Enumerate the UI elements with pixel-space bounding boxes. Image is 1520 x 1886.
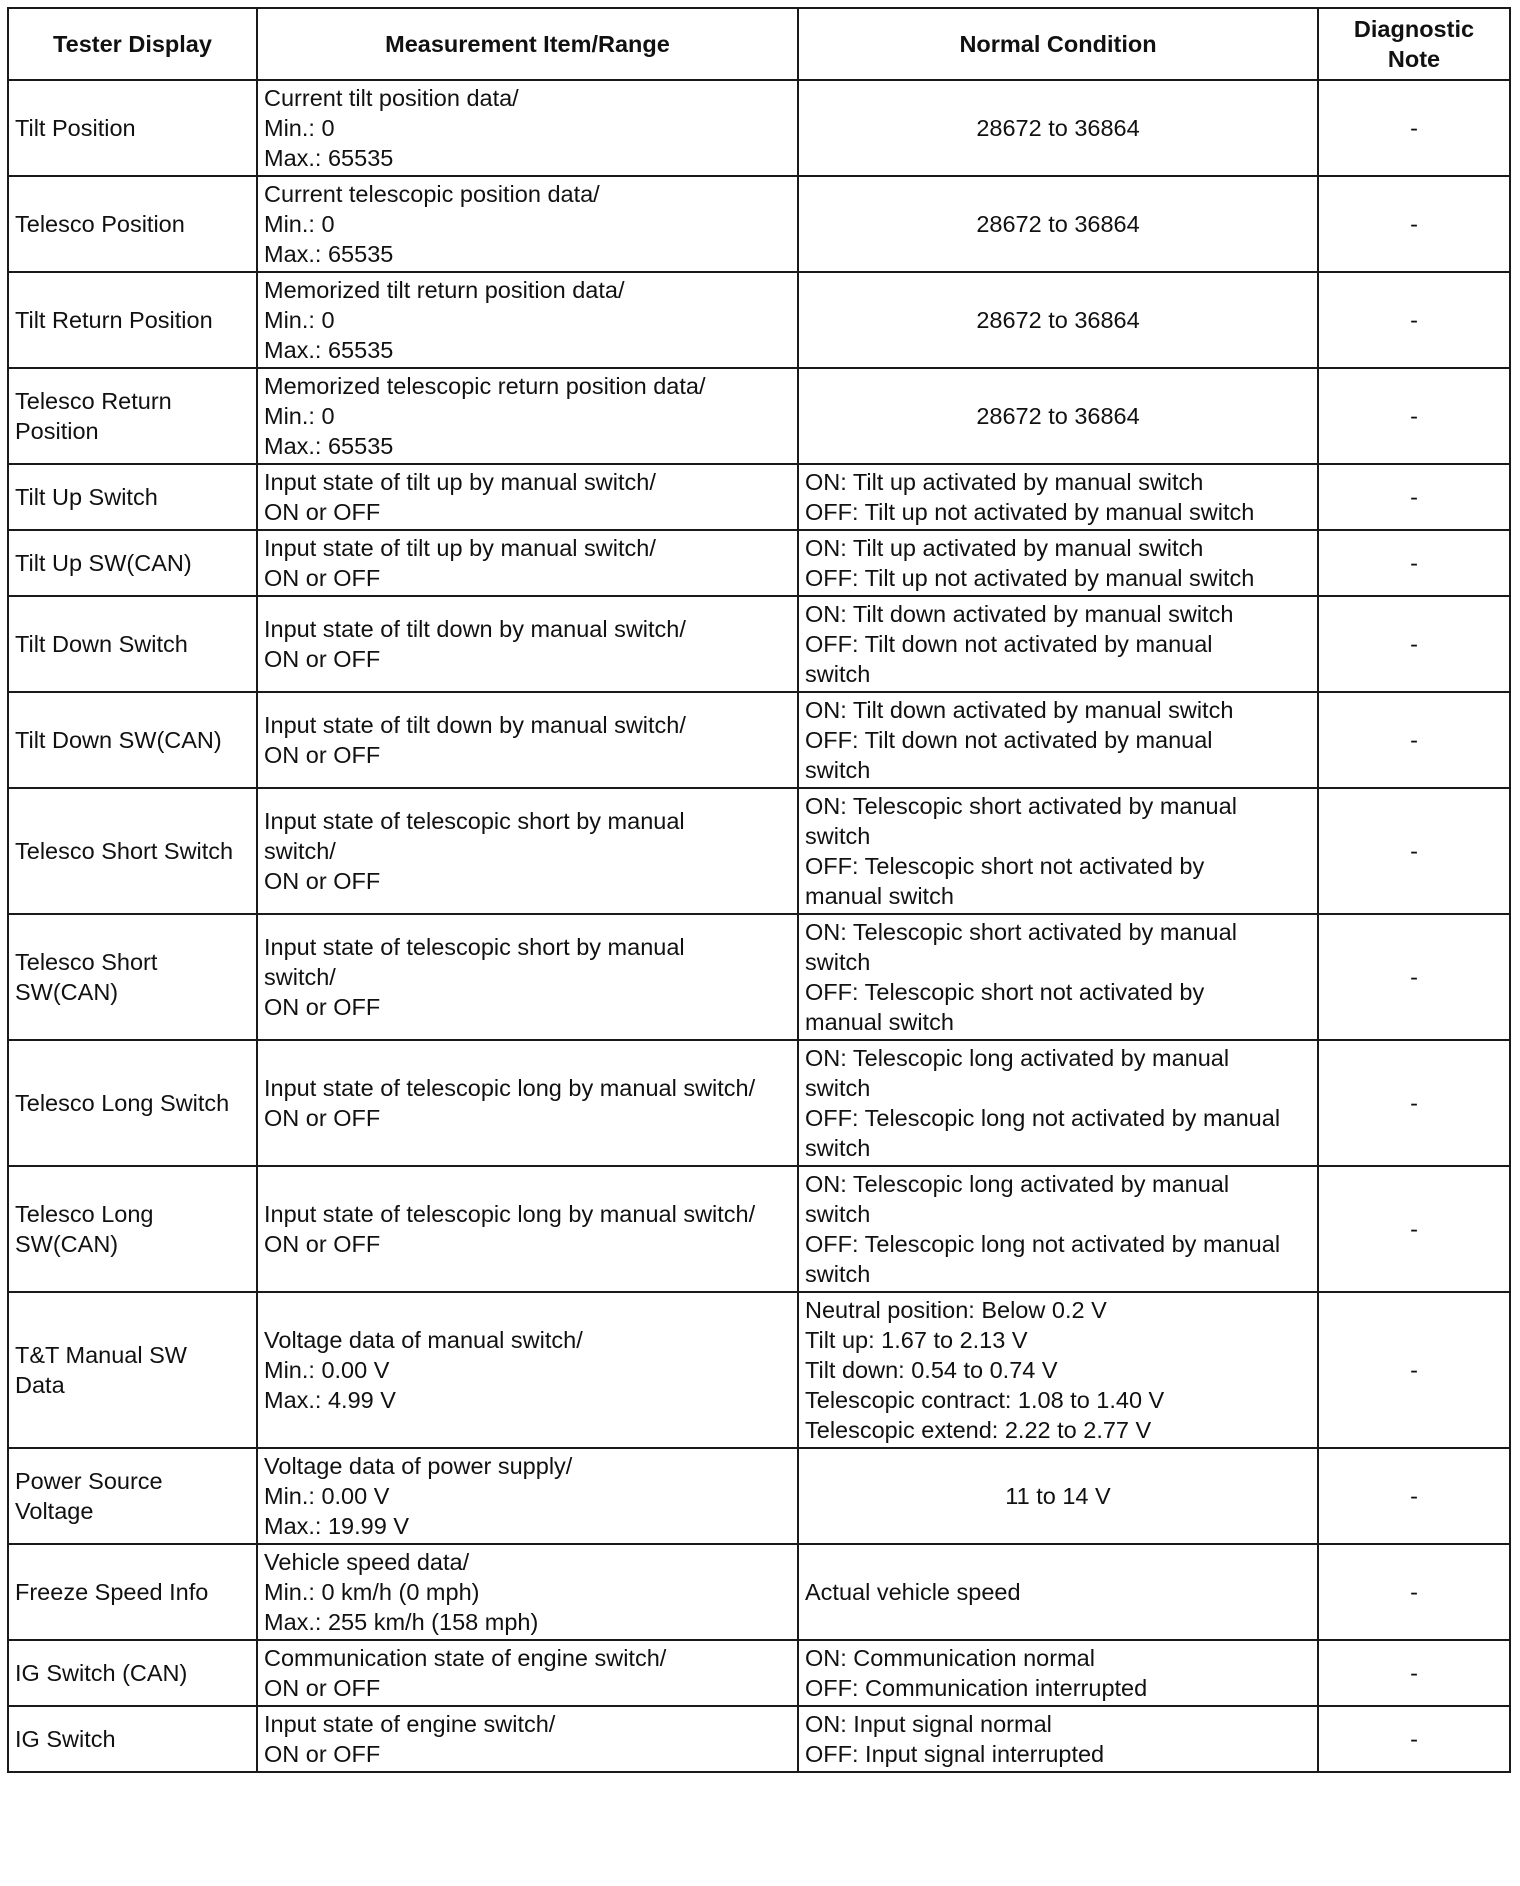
cell-diagnostic-note: - xyxy=(1318,1040,1510,1166)
cell-measurement-item: Memorized telescopic return position data/ Min.: 0 Max.: 65535 xyxy=(257,368,798,464)
table-row xyxy=(8,1640,1510,1706)
table-row xyxy=(8,788,1510,914)
cell-tester-display: Telesco Long Switch xyxy=(8,1040,257,1166)
cell-diagnostic-note: - xyxy=(1318,1640,1510,1706)
cell-tester-display: Telesco Long SW(CAN) xyxy=(8,1166,257,1292)
cell-measurement-item: Voltage data of manual switch/ Min.: 0.00 V Max.: 4.99 V xyxy=(257,1292,798,1448)
cell-measurement-item: Communication state of engine switch/ ON or OFF xyxy=(257,1640,798,1706)
cell-normal-condition: ON: Tilt up activated by manual switch OFF: Tilt up not activated by manual switch xyxy=(798,530,1318,596)
cell-diagnostic-note: - xyxy=(1318,1544,1510,1640)
cell-tester-display: Telesco Position xyxy=(8,176,257,272)
cell-measurement-item: Voltage data of power supply/ Min.: 0.00 V Max.: 19.99 V xyxy=(257,1448,798,1544)
cell-normal-condition: ON: Telescopic long activated by manual switch OFF: Telescopic long not activated by manual switch xyxy=(798,1040,1318,1166)
header-measurement-item: Measurement Item/Range xyxy=(257,8,798,80)
table-row xyxy=(8,596,1510,692)
cell-normal-condition: 28672 to 36864 xyxy=(798,368,1318,464)
cell-tester-display: Telesco Short Switch xyxy=(8,788,257,914)
cell-measurement-item: Input state of tilt up by manual switch/ ON or OFF xyxy=(257,464,798,530)
cell-measurement-item: Input state of telescopic long by manual switch/ ON or OFF xyxy=(257,1040,798,1166)
cell-normal-condition: ON: Tilt up activated by manual switch OFF: Tilt up not activated by manual switch xyxy=(798,464,1318,530)
cell-normal-condition: ON: Telescopic long activated by manual switch OFF: Telescopic long not activated by manual switch xyxy=(798,1166,1318,1292)
cell-diagnostic-note: - xyxy=(1318,176,1510,272)
table-row xyxy=(8,80,1510,176)
cell-normal-condition: 28672 to 36864 xyxy=(798,272,1318,368)
table-row xyxy=(8,1448,1510,1544)
cell-diagnostic-note: - xyxy=(1318,1448,1510,1544)
cell-measurement-item: Current telescopic position data/ Min.: 0 Max.: 65535 xyxy=(257,176,798,272)
table-row xyxy=(8,914,1510,1040)
cell-normal-condition: 28672 to 36864 xyxy=(798,176,1318,272)
cell-measurement-item: Memorized tilt return position data/ Min.: 0 Max.: 65535 xyxy=(257,272,798,368)
table-row xyxy=(8,464,1510,530)
cell-tester-display: IG Switch (CAN) xyxy=(8,1640,257,1706)
cell-tester-display: T&T Manual SW Data xyxy=(8,1292,257,1448)
cell-measurement-item: Input state of telescopic short by manual switch/ ON or OFF xyxy=(257,788,798,914)
table-row xyxy=(8,1166,1510,1292)
table-row xyxy=(8,692,1510,788)
cell-normal-condition: ON: Tilt down activated by manual switch OFF: Tilt down not activated by manual switch xyxy=(798,596,1318,692)
cell-measurement-item: Input state of tilt down by manual switch/ ON or OFF xyxy=(257,692,798,788)
cell-diagnostic-note: - xyxy=(1318,464,1510,530)
cell-measurement-item: Current tilt position data/ Min.: 0 Max.: 65535 xyxy=(257,80,798,176)
cell-normal-condition: ON: Communication normal OFF: Communication interrupted xyxy=(798,1640,1318,1706)
cell-measurement-item: Input state of tilt up by manual switch/ ON or OFF xyxy=(257,530,798,596)
cell-tester-display: Tilt Return Position xyxy=(8,272,257,368)
cell-normal-condition: ON: Input signal normal OFF: Input signal interrupted xyxy=(798,1706,1318,1772)
cell-tester-display: Tilt Up Switch xyxy=(8,464,257,530)
cell-tester-display: Tilt Down SW(CAN) xyxy=(8,692,257,788)
cell-diagnostic-note: - xyxy=(1318,80,1510,176)
cell-normal-condition: Actual vehicle speed xyxy=(798,1544,1318,1640)
cell-normal-condition: ON: Telescopic short activated by manual switch OFF: Telescopic short not activated by manual switch xyxy=(798,914,1318,1040)
cell-normal-condition: 28672 to 36864 xyxy=(798,80,1318,176)
table-body xyxy=(8,80,1510,1772)
cell-diagnostic-note: - xyxy=(1318,914,1510,1040)
cell-diagnostic-note: - xyxy=(1318,596,1510,692)
cell-normal-condition: Neutral position: Below 0.2 V Tilt up: 1.67 to 2.13 V Tilt down: 0.54 to 0.74 V Telescopic contract: 1.08 to 1.40 V Telescopic extend: 2.22 to 2.77 V xyxy=(798,1292,1318,1448)
cell-normal-condition: ON: Tilt down activated by manual switch OFF: Tilt down not activated by manual switch xyxy=(798,692,1318,788)
cell-diagnostic-note: - xyxy=(1318,1706,1510,1772)
cell-diagnostic-note: - xyxy=(1318,692,1510,788)
table-row xyxy=(8,368,1510,464)
cell-diagnostic-note: - xyxy=(1318,368,1510,464)
table-row xyxy=(8,176,1510,272)
table-row xyxy=(8,1040,1510,1166)
cell-measurement-item: Input state of engine switch/ ON or OFF xyxy=(257,1706,798,1772)
cell-tester-display: Telesco Short SW(CAN) xyxy=(8,914,257,1040)
cell-measurement-item: Vehicle speed data/ Min.: 0 km/h (0 mph) Max.: 255 km/h (158 mph) xyxy=(257,1544,798,1640)
cell-tester-display: Power Source Voltage xyxy=(8,1448,257,1544)
cell-tester-display: Telesco Return Position xyxy=(8,368,257,464)
cell-diagnostic-note: - xyxy=(1318,1166,1510,1292)
cell-measurement-item: Input state of telescopic long by manual switch/ ON or OFF xyxy=(257,1166,798,1292)
header-normal-condition: Normal Condition xyxy=(798,8,1318,80)
cell-diagnostic-note: - xyxy=(1318,272,1510,368)
data-list-table xyxy=(7,7,1511,1773)
cell-measurement-item: Input state of tilt down by manual switch/ ON or OFF xyxy=(257,596,798,692)
cell-tester-display: Freeze Speed Info xyxy=(8,1544,257,1640)
cell-normal-condition: 11 to 14 V xyxy=(798,1448,1318,1544)
header-tester-display: Tester Display xyxy=(8,8,257,80)
cell-tester-display: Tilt Position xyxy=(8,80,257,176)
table-row xyxy=(8,1706,1510,1772)
table-header-row xyxy=(8,8,1510,80)
cell-tester-display: Tilt Up SW(CAN) xyxy=(8,530,257,596)
table-row xyxy=(8,1292,1510,1448)
table-row xyxy=(8,272,1510,368)
table-row xyxy=(8,1544,1510,1640)
cell-normal-condition: ON: Telescopic short activated by manual switch OFF: Telescopic short not activated by manual switch xyxy=(798,788,1318,914)
cell-measurement-item: Input state of telescopic short by manual switch/ ON or OFF xyxy=(257,914,798,1040)
table-row xyxy=(8,530,1510,596)
cell-diagnostic-note: - xyxy=(1318,788,1510,914)
header-diagnostic-note: Diagnostic Note xyxy=(1318,8,1510,80)
cell-tester-display: IG Switch xyxy=(8,1706,257,1772)
cell-diagnostic-note: - xyxy=(1318,530,1510,596)
cell-diagnostic-note: - xyxy=(1318,1292,1510,1448)
cell-tester-display: Tilt Down Switch xyxy=(8,596,257,692)
